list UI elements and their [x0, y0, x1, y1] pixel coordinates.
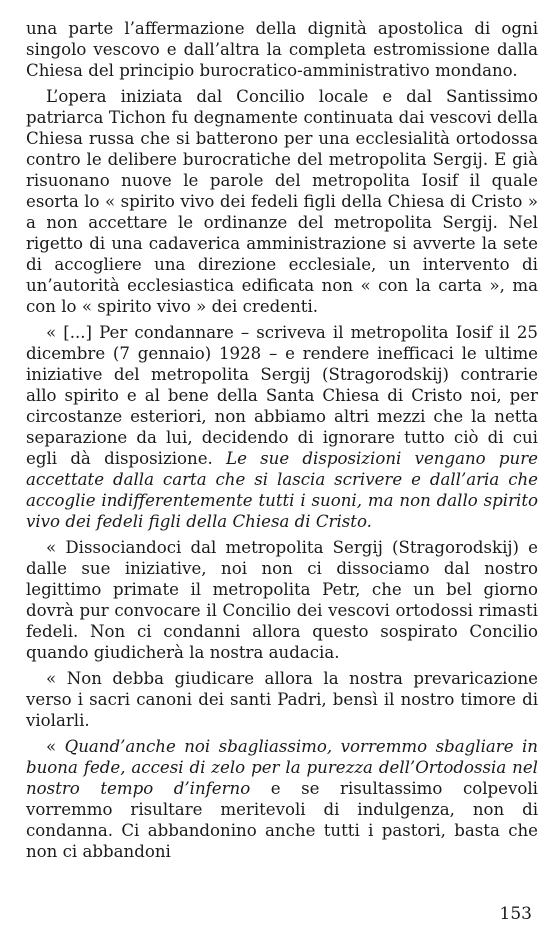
text-segment: « [...] Per condannare – scriveva il metropolita Iosif il 25 dicembre (7 gennaio) 1928 – e rendere inefficaci le ultime iniziative del metropolita Sergij (Stragorodskij) contrarie allo spirito e al bene della Santa Chiesa di Cristo noi, per circostanze esteriori, non abbiamo altri mezzi che la netta separazione da lui, decidendo di ignorare tutto ciò di cui egli dà disposizione.	[26, 323, 538, 468]
text-segment: L’opera iniziata dal Concilio locale e dal Santissimo patriarca Tichon fu degnamente continuata dai vescovi della Chiesa russa che si batterono per una ecclesialità ortodossa contro le delibere burocratiche del metropolita Sergij. E già risuonano nuove le parole del metropolita Iosif il quale esorta lo « spirito vivo dei fedeli figli della Chiesa di Cristo » a non accettare le ordinanze del metropolita Sergij. Nel rigetto di una cadaverica amministrazione si avverte la sete di accogliere una direzione ecclesiale, un intervento di un’autorità ecclesiastica edificata non « con la carta », ma con lo « spirito vivo » dei credenti.	[26, 87, 538, 316]
text-segment: « Dissociandoci dal metropolita Sergij (Stragorodskij) e dalle sue iniziative, noi non ci dissociamo dal nostro legittimo primate il metropolita Petr, che un bel giorno dovrà pur convocare il Concilio dei vescovi ortodossi rimasti fedeli. Non ci condanni allora questo sospirato Concilio quando giudicherà la nostra audacia.	[26, 538, 538, 662]
page-number: 153	[499, 904, 532, 924]
body-paragraph	[26, 668, 538, 731]
book-page	[26, 18, 538, 867]
italic-text-segment: Quand’anche noi sbagliassimo, vorremmo sbagliare in buona fede, accesi di zelo per la purezza dell’Ortodossia nel nostro tempo d’inferno	[26, 737, 538, 798]
body-paragraph	[26, 18, 538, 81]
text-segment: e se risultassimo colpevoli vorremmo risultare meritevoli di indulgenza, non di condanna. Ci abbandonino anche tutti i pastori, basta che non ci abbandoni	[26, 779, 538, 861]
body-paragraph	[26, 537, 538, 663]
text-segment: una parte l’affermazione della dignità apostolica di ogni singolo vescovo e dall’altra la completa estromissione dalla Chiesa del principio burocratico-amministrativo mondano.	[26, 19, 538, 80]
text-segment: «	[46, 737, 65, 756]
italic-text-segment: Le sue disposizioni vengano pure accettate dalla carta che si lascia scrivere e dall’aria che accoglie indifferentemente tutti i suoni, ma non dallo spirito vivo dei fedeli figli della Chiesa di Cristo.	[26, 449, 538, 531]
body-paragraph	[26, 322, 538, 532]
body-paragraph	[26, 86, 538, 317]
text-segment: « Non debba giudicare allora la nostra prevaricazione verso i sacri canoni dei santi Padri, bensì il nostro timore di violarli.	[26, 669, 538, 730]
body-paragraph	[26, 736, 538, 862]
